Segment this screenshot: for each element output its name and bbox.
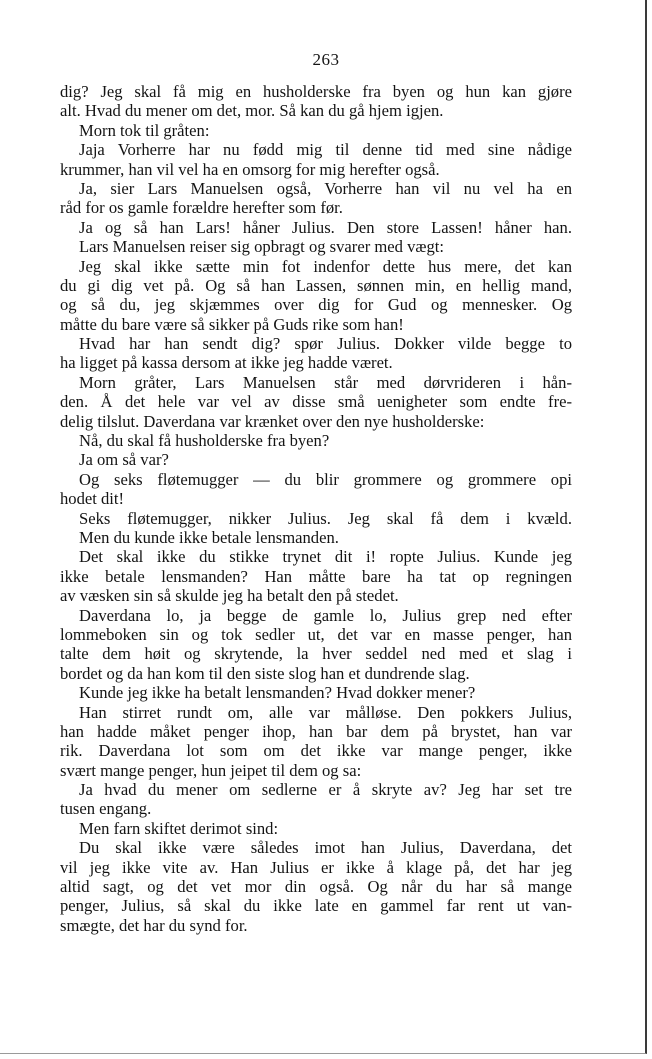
text-line: svært mange penger, hun jeipet til dem og sa: xyxy=(60,760,362,780)
text-line: Men farn skiftet derimot sind: xyxy=(79,818,279,838)
text-line: ha ligget på kassa dersom at ikke jeg hadde været. xyxy=(60,353,393,373)
text-line: og så du, jeg skjæmmes over dig for Gud og mennesker. Og xyxy=(60,295,572,315)
text-line: du gi dig vet på. Og så han Lassen, sønnen min, en hellig mand, xyxy=(60,275,572,295)
text-line: bordet og da han kom til den siste slog han et dundrende slag. xyxy=(60,663,470,683)
page-number: 263 xyxy=(312,50,340,69)
body-text xyxy=(60,82,572,935)
text-line: Morn tok til gråten: xyxy=(79,120,210,140)
text-line: Du skal ikke være således imot han Julius, Daverdana, det xyxy=(79,838,572,858)
text-line: råd for os gamle forældre herefter som før. xyxy=(60,198,343,218)
text-line: Ja hvad du mener om sedlerne er å skryte av? Jeg har set tre xyxy=(79,780,572,800)
text-line: hodet dit! xyxy=(60,489,125,509)
text-line: av væsken sin så skulde jeg ha betalt den på stedet. xyxy=(60,586,399,606)
text-line: Og seks fløtemugger — du blir grommere og grommere opi xyxy=(79,469,572,489)
text-line: Jeg skal ikke sætte min fot indenfor dette hus mere, det kan xyxy=(79,256,572,276)
text-line: Daverdana lo, ja begge de gamle lo, Julius grep ned efter xyxy=(79,605,572,625)
text-line: smægte, det har du synd for. xyxy=(60,915,248,935)
text-line: Hvad har han sendt dig? spør Julius. Dokker vilde begge to xyxy=(79,334,572,354)
text-line: altid sagt, og det vet mor din også. Og når du har så mange xyxy=(60,877,572,897)
text-line: han hadde måket penger ihop, han bar dem på brystet, han var xyxy=(60,721,572,741)
text-line: Lars Manuelsen reiser sig opbragt og svarer med vægt: xyxy=(79,237,444,257)
text-line: Jaja Vorherre har nu fødd mig til denne tid med sine nådige xyxy=(79,140,572,160)
text-line: Morn gråter, Lars Manuelsen står med dørvrideren i hån- xyxy=(79,372,572,392)
text-line: Ja om så var? xyxy=(79,450,169,470)
text-line: måtte du bare være så sikker på Guds rike som han! xyxy=(60,314,404,334)
text-line: Ja, sier Lars Manuelsen også, Vorherre han vil nu vel ha en xyxy=(79,178,572,198)
text-line: Seks fløtemugger, nikker Julius. Jeg skal få dem i kvæld. xyxy=(79,508,572,528)
text-line: lommeboken sin og tok sedler ut, det var en masse penger, han xyxy=(60,624,572,644)
text-line: Han stirret rundt om, alle var målløse. Den pokkers Julius, xyxy=(79,702,572,722)
text-line: rik. Daverdana lot som om det ikke var mange penger, ikke xyxy=(60,741,572,761)
text-line: tusen engang. xyxy=(60,799,152,819)
text-line: delig tilslut. Daverdana var krænket over den nye husholderske: xyxy=(60,411,485,431)
text-line: krummer, han vil vel ha en omsorg for mig herefter også. xyxy=(60,159,440,179)
text-line: penger, Julius, så skal du ikke late en gammel far rent ut van- xyxy=(60,896,572,916)
text-line: Men du kunde ikke betale lensmanden. xyxy=(79,527,339,547)
text-line: talte dem høit og skrytende, la hver seddel ned med et slag i xyxy=(60,644,572,664)
text-line: Kunde jeg ikke ha betalt lensmanden? Hvad dokker mener? xyxy=(79,683,476,703)
text-line: ikke betale lensmanden? Han måtte bare ha tat op regningen xyxy=(60,566,572,586)
text-line: vil jeg ikke vite av. Han Julius er ikke å klage på, det har jeg xyxy=(60,857,572,877)
text-line: Ja og så han Lars! håner Julius. Den store Lassen! håner han. xyxy=(79,217,572,237)
text-line: alt. Hvad du mener om det, mor. Så kan du gå hjem igjen. xyxy=(60,101,444,121)
text-line: dig? Jeg skal få mig en husholderske fra byen og hun kan gjøre xyxy=(60,82,572,101)
text-line: Nå, du skal få husholderske fra byen? xyxy=(79,431,330,451)
text-line: den. Å det hele var vel av disse små uenigheter som endte fre- xyxy=(60,392,572,412)
text-line: Det skal ikke du stikke trynet dit i! ropte Julius. Kunde jeg xyxy=(79,547,572,567)
